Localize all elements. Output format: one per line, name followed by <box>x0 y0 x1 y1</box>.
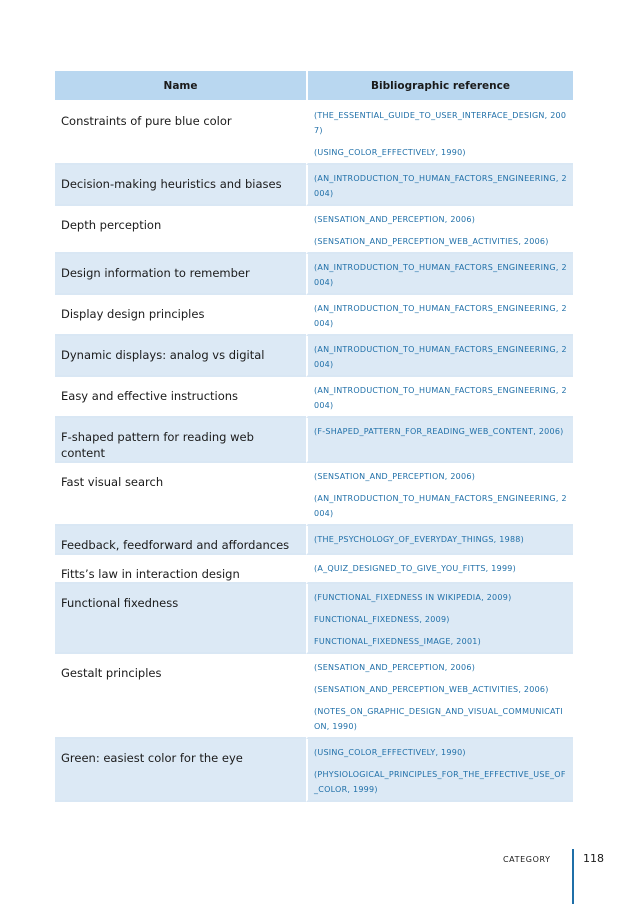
row-references <box>306 102 573 165</box>
reference-link[interactable]: (USING_COLOR_EFFECTIVELY, 1990) <box>314 748 466 757</box>
reference-link[interactable]: (AN_INTRODUCTION_TO_HUMAN_FACTORS_ENGINEERING, 2004) <box>314 304 567 328</box>
row-name: Easy and effective instructions <box>55 377 306 418</box>
row-name: Dynamic displays: analog vs digital <box>55 336 306 377</box>
reference-link[interactable]: FUNCTIONAL_FIXEDNESS_IMAGE, 2001) <box>314 637 481 646</box>
footer-divider <box>572 849 574 904</box>
table-row <box>55 463 573 526</box>
row-references <box>306 206 573 254</box>
reference-link[interactable]: (SENSATION_AND_PERCEPTION_WEB_ACTIVITIES, 2006) <box>314 685 549 694</box>
reference-link[interactable]: (NOTES_ON_GRAPHIC_DESIGN_AND_VISUAL_COMMUNICATION, 1990) <box>314 707 563 731</box>
row-references <box>306 418 573 463</box>
header-bibliographic-reference: Bibliographic reference <box>306 71 573 102</box>
table-row <box>55 555 573 584</box>
reference-link[interactable]: (USING_COLOR_EFFECTIVELY, 1990) <box>314 148 466 157</box>
row-references <box>306 739 573 802</box>
reference-link[interactable]: (SENSATION_AND_PERCEPTION, 2006) <box>314 663 476 672</box>
row-name: Decision-making heuristics and biases <box>55 165 306 206</box>
reference-link[interactable]: (A_QUIZ_DESIGNED_TO_GIVE_YOU_FITTS, 1999) <box>314 564 516 573</box>
table-row <box>55 418 573 463</box>
row-references <box>306 336 573 377</box>
reference-link[interactable]: (FUNCTIONAL_FIXEDNESS IN WIKIPEDIA, 2009) <box>314 593 512 602</box>
row-references <box>306 555 573 584</box>
row-name: Feedback, feedforward and affordances <box>55 526 306 555</box>
reference-link[interactable]: FUNCTIONAL_FIXEDNESS, 2009) <box>314 615 450 624</box>
table-header-row <box>55 71 573 102</box>
row-name: Depth perception <box>55 206 306 254</box>
row-name: F-shaped pattern for reading web content <box>55 418 306 463</box>
reference-link[interactable]: (PHYSIOLOGICAL_PRINCIPLES_FOR_THE_EFFECTIVE_USE_OF_COLOR, 1999) <box>314 770 566 794</box>
row-name: Fitts’s law in interaction design <box>55 555 306 584</box>
page-number: 118 <box>583 852 604 865</box>
table-row <box>55 165 573 206</box>
table-body <box>55 102 573 802</box>
reference-link[interactable]: (AN_INTRODUCTION_TO_HUMAN_FACTORS_ENGINEERING, 2004) <box>314 386 567 410</box>
table-row <box>55 377 573 418</box>
row-references <box>306 165 573 206</box>
reference-link[interactable]: (SENSATION_AND_PERCEPTION, 2006) <box>314 472 476 481</box>
footer-category: CATEGORY <box>503 855 551 864</box>
row-references <box>306 295 573 336</box>
reference-link[interactable]: (AN_INTRODUCTION_TO_HUMAN_FACTORS_ENGINEERING, 2004) <box>314 263 567 287</box>
reference-link[interactable]: (SENSATION_AND_PERCEPTION_WEB_ACTIVITIES, 2006) <box>314 237 549 246</box>
header-name: Name <box>55 71 306 102</box>
reference-link[interactable]: (SENSATION_AND_PERCEPTION, 2006) <box>314 215 476 224</box>
reference-link[interactable]: (AN_INTRODUCTION_TO_HUMAN_FACTORS_ENGINEERING, 2004) <box>314 174 567 198</box>
table-row <box>55 584 573 654</box>
row-name: Green: easiest color for the eye <box>55 739 306 802</box>
reference-link[interactable]: (AN_INTRODUCTION_TO_HUMAN_FACTORS_ENGINEERING, 2004) <box>314 494 567 518</box>
row-references <box>306 254 573 295</box>
table-row <box>55 526 573 555</box>
row-name: Design information to remember <box>55 254 306 295</box>
table-row <box>55 254 573 295</box>
reference-link[interactable]: (F-SHAPED_PATTERN_FOR_READING_WEB_CONTENT, 2006) <box>314 427 564 436</box>
row-name: Gestalt principles <box>55 654 306 739</box>
table-row <box>55 206 573 254</box>
row-references <box>306 463 573 526</box>
row-references <box>306 654 573 739</box>
row-name: Display design principles <box>55 295 306 336</box>
table-row <box>55 336 573 377</box>
table-row <box>55 654 573 739</box>
row-references <box>306 584 573 654</box>
table-row <box>55 295 573 336</box>
reference-link[interactable]: (THE_PSYCHOLOGY_OF_EVERYDAY_THINGS, 1988) <box>314 535 524 544</box>
row-name: Fast visual search <box>55 463 306 526</box>
references-table <box>55 71 573 802</box>
reference-link[interactable]: (THE_ESSENTIAL_GUIDE_TO_USER_INTERFACE_DESIGN, 2007) <box>314 111 567 135</box>
row-references <box>306 526 573 555</box>
table-row <box>55 102 573 165</box>
row-references <box>306 377 573 418</box>
row-name: Constraints of pure blue color <box>55 102 306 165</box>
reference-link[interactable]: (AN_INTRODUCTION_TO_HUMAN_FACTORS_ENGINEERING, 2004) <box>314 345 567 369</box>
table-row <box>55 739 573 802</box>
row-name: Functional fixedness <box>55 584 306 654</box>
